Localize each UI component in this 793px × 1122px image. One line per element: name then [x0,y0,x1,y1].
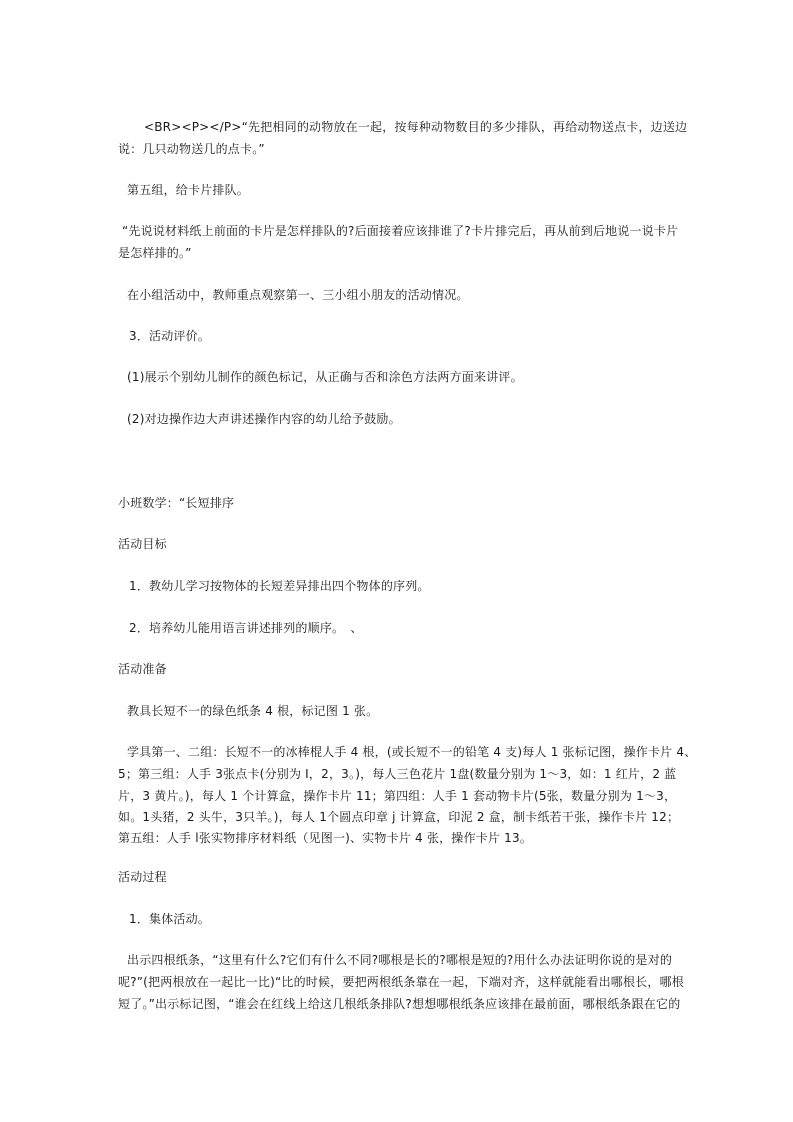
text-line-19: 如。1头猪，2 头牛，3只羊。)，每人 1个圆点印章 j 计算盒，印泥 2 盒，制卡纸若干张，操作卡片 12； [118,810,680,824]
text-line-25: 短了。”出示标记图，“谁会在红线上给这几根纸条排队?想想哪根纸条应该排在最前面，哪根纸条跟在它的 [118,997,681,1011]
text-line-23: 出示四根纸条，“这里有什么?它们有什么不同?哪根是长的?哪根是短的?用什么办法证明你说的是对的 [127,953,673,967]
text-line-1: <BR><P></P>“先把相同的动物放在一起，按每种动物数目的多少排队，再给动物送点卡，边送边 [144,120,688,134]
text-line-15: 教具长短不一的绿色纸条 4 根，标记图 1 张。 [127,704,379,718]
text-line-20: 第五组：人手 l张实物排序材料纸（见图一)、实物卡片 4 张，操作卡片 13。 [118,831,532,845]
heading-preparation: 活动准备 [118,662,167,676]
text-line-7: 3．活动评价。 [129,329,211,343]
text-line-5: 是怎样排的。” [118,246,192,260]
heading-goals: 活动目标 [118,537,167,551]
section-title: 小班数学：“长短排序 [118,496,235,510]
text-line-16: 学具第一、二组：长短不一的冰棒棍人手 4 根，(或长短不一的铅笔 4 支)每人 1 张标记图，操作卡片 4、 [127,745,697,759]
text-line-6: 在小组活动中，教师重点观察第一、三小组小朋友的活动情况。 [127,288,469,302]
text-line-2: 说：几只动物送几的点卡。” [118,142,265,156]
heading-process: 活动过程 [118,870,167,884]
text-line-8: (1)展示个别幼儿制作的颜色标记，从正确与否和涂色方法两方面来讲评。 [127,370,523,384]
text-line-18: 片，3 黄片。)，每人 1 个计算盒，操作卡片 11；第四组：人手 1 套动物卡片(5张，数量分别为 1～3， [118,789,677,803]
text-line-4: “先说说材料纸上前面的卡片是怎样排队的?后面接着应该排谁了?卡片排完后，再从前到后地说一说卡片 [122,224,679,238]
text-line-17: 5；第三组：人手 3张点卡(分别为 I，2，3。)，每人三色花片 1盘(数量分别为 1～3，如：1 红片，2 蓝 [118,767,677,781]
text-line-3: 第五组，给卡片排队。 [127,183,250,197]
text-line-22: 1．集体活动。 [129,912,211,926]
text-line-9: (2)对边操作边大声讲述操作内容的幼儿给予鼓励。 [127,412,401,426]
text-line-24: 呢?”(把两根放在一起比一比)“比的时候，要把两根纸条靠在一起，下端对齐，这样就能看出哪根长，哪根 [118,975,684,989]
text-line-13: 2．培养幼儿能用语言讲述排列的顺序。 、 [129,621,363,635]
text-line-12: 1．教幼儿学习按物体的长短差异排出四个物体的序列。 [129,579,430,593]
